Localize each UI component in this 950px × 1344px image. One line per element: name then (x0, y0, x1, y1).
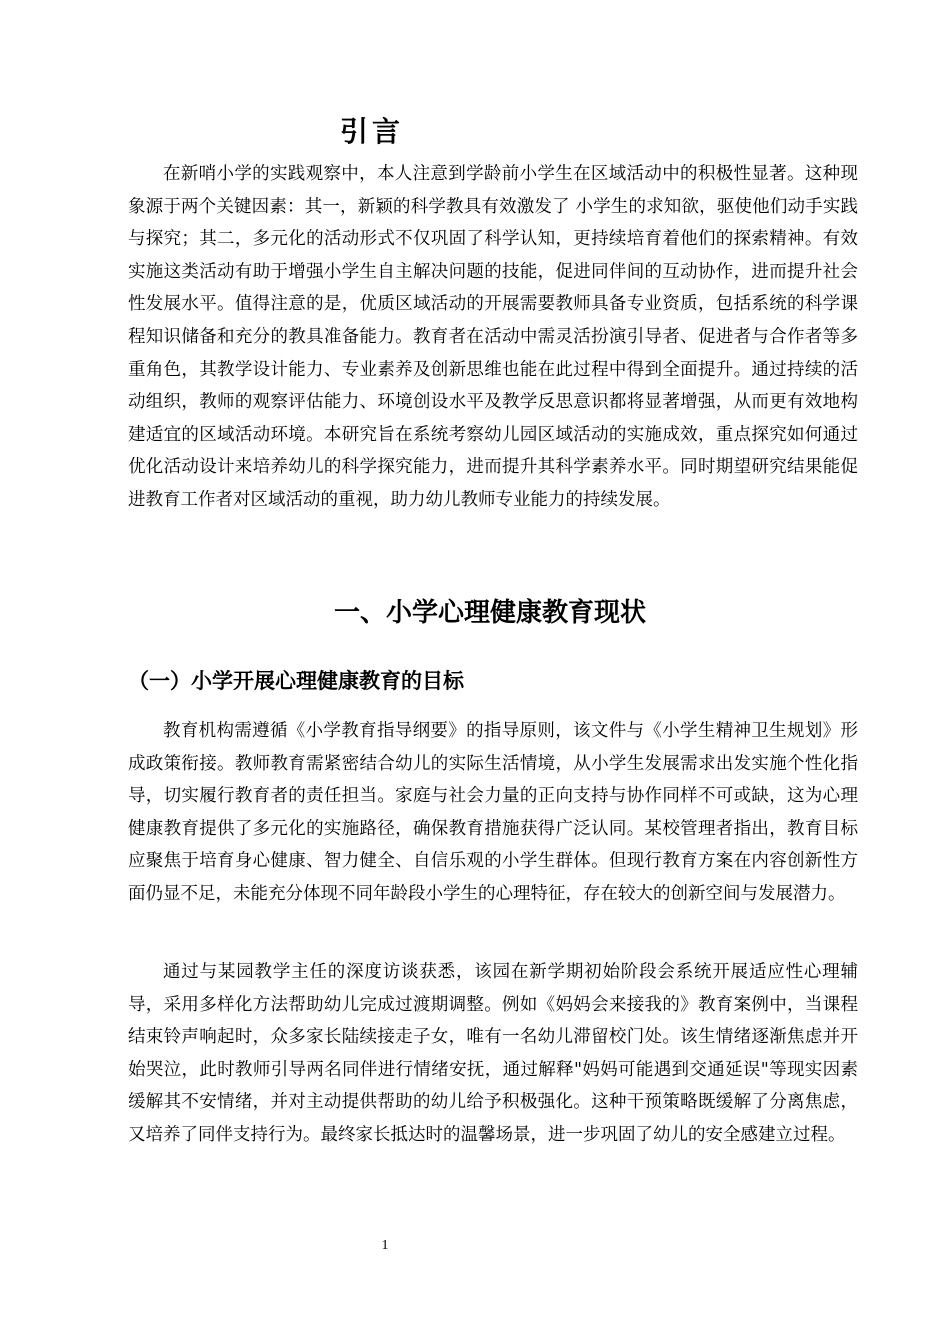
intro-title: 引言 (340, 115, 405, 148)
chapter-heading: 一、小学心理健康教育现状 (333, 598, 646, 628)
intro-paragraph: 在新哨小学的实践观察中，本人注意到学龄前小学生在区域活动中的积极性显著。这种现象源于两个关键因素：其一，新颖的科学教具有效激发了 小学生的求知欲，驱使他们动手实践与探究；其二，多元化的活动形式不仅巩固了科学认知，更持续培育着他们的探索精神。有效实施这类活动有助于增强小学生自主解决问题的技能，促进同伴间的互动协作，进而提升社会性发展水平。值得注意的是，优质区域活动的开展需要教师具备专业资质，包括系统的科学课程知识储备和充分的教具准备能力。教育者在活动中需灵活扮演引导者、促进者与合作者等多重角色，其教学设计能力、专业素养及创新思维也能在此过程中得到全面提升。通过持续的活动组织，教师的观察评估能力、环境创设水平及教学反思意识都将显著增强，从而更有效地构建适宜的区域活动环境。本研究旨在系统考察幼儿园区域活动的实施成效，重点探究如何通过优化活动设计来培养幼儿的科学探究能力，进而提升其科学素养水平。同时期望研究结果能促进教育工作者对区域活动的重视，助力幼儿教师专业能力的持续发展。 (128, 164, 858, 510)
section-paragraph-1: 教育机构需遵循《小学教育指导纲要》的指导原则，该文件与《小学生精神卫生规划》形成政策衔接。教师教育需紧密结合幼儿的实际生活情境，从小学生发展需求出发实施个性化指导，切实履行教育者的责任担当。家庭与社会力量的正向支持与协作同样不可或缺，这为心理健康教育提供了多元化的实施路径，确保教育措施获得广泛认同。某校管理者指出，教育目标应聚焦于培育身心健康、智力健全、自信乐观的小学生群体。但现行教育方案在内容创新性方面仍显不足，未能充分体现不同年龄段小学生的心理特征，存在较大的创新空间与发展潜力。 (128, 721, 858, 904)
page-number: 1 (381, 1238, 389, 1253)
section-heading: （一）小学开展心理健康教育的目标 (128, 669, 464, 693)
section-paragraph-2: 通过与某园教学主任的深度访谈获悉，该园在新学期初始阶段会系统开展适应性心理辅导，采用多样化方法帮助幼儿完成过渡期调整。例如《妈妈会来接我的》教育案例中，当课程结束铃声响起时，众多家长陆续接走子女，唯有一名幼儿滞留校门处。该生情绪逐渐焦虑并开始哭泣，此时教师引导两名同伴进行情绪安抚，通过解释"妈妈可能遇到交通延误"等现实因素缓解其不安情绪，并对主动提供帮助的幼儿给予积极强化。这种干预策略既缓解了分离焦虑，又培养了同伴支持行为。最终家长抵达时的温馨场景，进一步巩固了幼儿的安全感建立过程。 (128, 962, 858, 1145)
